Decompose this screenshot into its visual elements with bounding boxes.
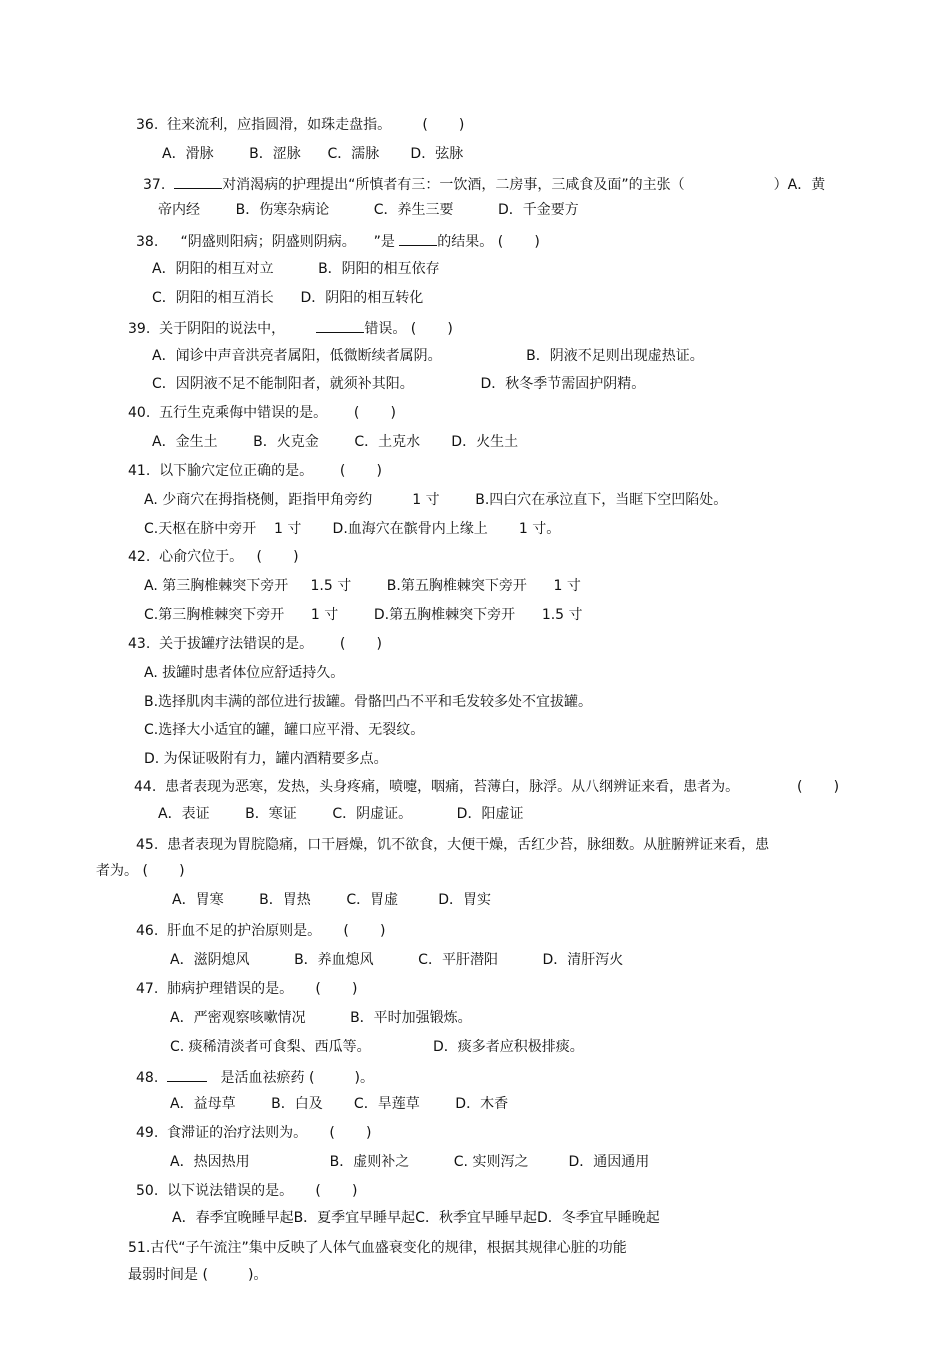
- options-50: A．春季宜晚睡早起B．夏季宜早睡早起C．秋季宜早睡早起D．冬季宜早睡晚起: [172, 1210, 660, 1226]
- question-51-cont: 最弱时间是 ( )。: [128, 1267, 268, 1283]
- question-tail: 错误。 ( ): [364, 321, 453, 337]
- question-number: 37.: [143, 177, 175, 193]
- question-42: 42. 心俞穴位于。 ( ): [128, 549, 299, 565]
- options-42a: A. 第三胸椎棘突下旁开 1.5 寸 B.第五胸椎棘突下旁开 1 寸: [144, 578, 581, 594]
- options-46: A．滋阴熄风 B．养血熄风 C．平肝潜阳 D．清肝泻火: [170, 952, 624, 968]
- options-47b: C. 痰稀清淡者可食梨、西瓜等。 D．痰多者应积极排痰。: [170, 1039, 584, 1055]
- options-39b: C．因阴液不足不能制阳者，就须补其阳。 D．秋冬季节需固护阴精。: [152, 376, 646, 392]
- question-47: 47. 肺病护理错误的是。 ( ): [136, 981, 358, 997]
- question-43: 43. 关于拔罐疗法错误的是。 ( ): [128, 636, 382, 652]
- question-50: 50. 以下说法错误的是。 ( ): [136, 1183, 358, 1199]
- option-43c: C.选择大小适宜的罐，罐口应平滑、无裂纹。: [144, 722, 425, 738]
- question-38: [136, 231, 540, 251]
- answer-blank: [399, 231, 437, 246]
- options-41a: A. 少商穴在拇指桡侧，距指甲角旁约 1 寸 B.四白穴在承泣直下，当眶下空凹陷处。: [144, 492, 728, 508]
- question-49: 49. 食滞证的治疗法则为。 ( ): [136, 1125, 372, 1141]
- options-38b: C．阴阳的相互消长 D．阴阳的相互转化: [152, 290, 424, 306]
- option-43d: D. 为保证吸附有力，罐内酒精要多点。: [144, 751, 388, 767]
- question-36: 36. 往来流利，应指圆滑，如珠走盘指。 ( ): [136, 117, 465, 133]
- question-45-cont: 者为。 ( ): [96, 863, 185, 879]
- question-46: 46. 肝血不足的护治原则是。 ( ): [136, 923, 386, 939]
- question-48: [136, 1067, 374, 1087]
- question-text: 对消渴病的护理提出“所慎者有三：一饮酒，二房事，三咸食及面”的主张（ ）A．黄: [222, 177, 826, 193]
- question-37: [143, 174, 825, 194]
- options-48: A．益母草 B．白及 C．旱莲草 D．木香: [170, 1096, 509, 1112]
- option-43a: A. 拔罐时患者体位应舒适持久。: [144, 665, 345, 681]
- options-37: 帝内经 B．伤寒杂病论 C．养生三要 D．千金要方: [158, 202, 579, 218]
- question-45: 45. 患者表现为胃脘隐痛，口干唇燥，饥不欲食，大便干燥，舌红少苔，脉细数。从脏腑辨证来看，患: [136, 837, 770, 853]
- answer-blank: [316, 318, 364, 333]
- options-40: A．金生土 B．火克金 C．土克水 D．火生土: [152, 434, 519, 450]
- options-38a: A．阴阳的相互对立 B．阴阳的相互依存: [152, 261, 440, 277]
- question-tail: 的结果。 ( ): [437, 234, 540, 250]
- options-42b: C.第三胸椎棘突下旁开 1 寸 D.第五胸椎棘突下旁开 1.5 寸: [144, 607, 583, 623]
- option-43b: B.选择肌肉丰满的部位进行拔罐。骨骼凹凸不平和毛发较多处不宜拔罐。: [144, 694, 593, 710]
- options-41b: C.天枢在脐中旁开 1 寸 D.血海穴在髌骨内上缘上 1 寸。: [144, 521, 561, 537]
- answer-blank: [174, 174, 222, 189]
- options-44: A．表证 B．寒证 C．阴虚证。 D．阳虚证: [158, 806, 524, 822]
- question-text: 38. “阴盛则阳病；阴盛则阴病。 ”是: [136, 234, 400, 250]
- answer-blank: [167, 1067, 207, 1082]
- options-47a: A．严密观察咳嗽情况 B．平时加强锻炼。: [170, 1010, 472, 1026]
- question-39: [128, 318, 453, 338]
- question-51: 51.古代“子午流注”集中反映了人体气血盛衰变化的规律，根据其规律心脏的功能: [128, 1240, 627, 1256]
- question-44: 44. 患者表现为恶寒，发热，头身疼痛，喷嚏，咽痛，苔薄白，脉浮。从八纲辨证来看，患者为。 ( ): [134, 779, 840, 795]
- question-number: 48.: [136, 1070, 168, 1086]
- options-39a: A．闻诊中声音洪亮者属阳，低微断续者属阴。 B．阴液不足则出现虚热证。: [152, 348, 704, 364]
- options-36: A．滑脉 B．涩脉 C．濡脉 D．弦脉: [162, 146, 464, 162]
- question-41: 41. 以下腧穴定位正确的是。 ( ): [128, 463, 382, 479]
- question-text: 39. 关于阴阳的说法中，: [128, 321, 317, 337]
- question-tail: 是活血祛瘀药 ( )。: [207, 1070, 374, 1086]
- question-40: 40. 五行生克乘侮中错误的是。 ( ): [128, 405, 396, 421]
- options-45: A．胃寒 B．胃热 C．胃虚 D．胃实: [172, 892, 491, 908]
- options-49: A．热因热用 B．虚则补之 C. 实则泻之 D．通因通用: [170, 1154, 650, 1170]
